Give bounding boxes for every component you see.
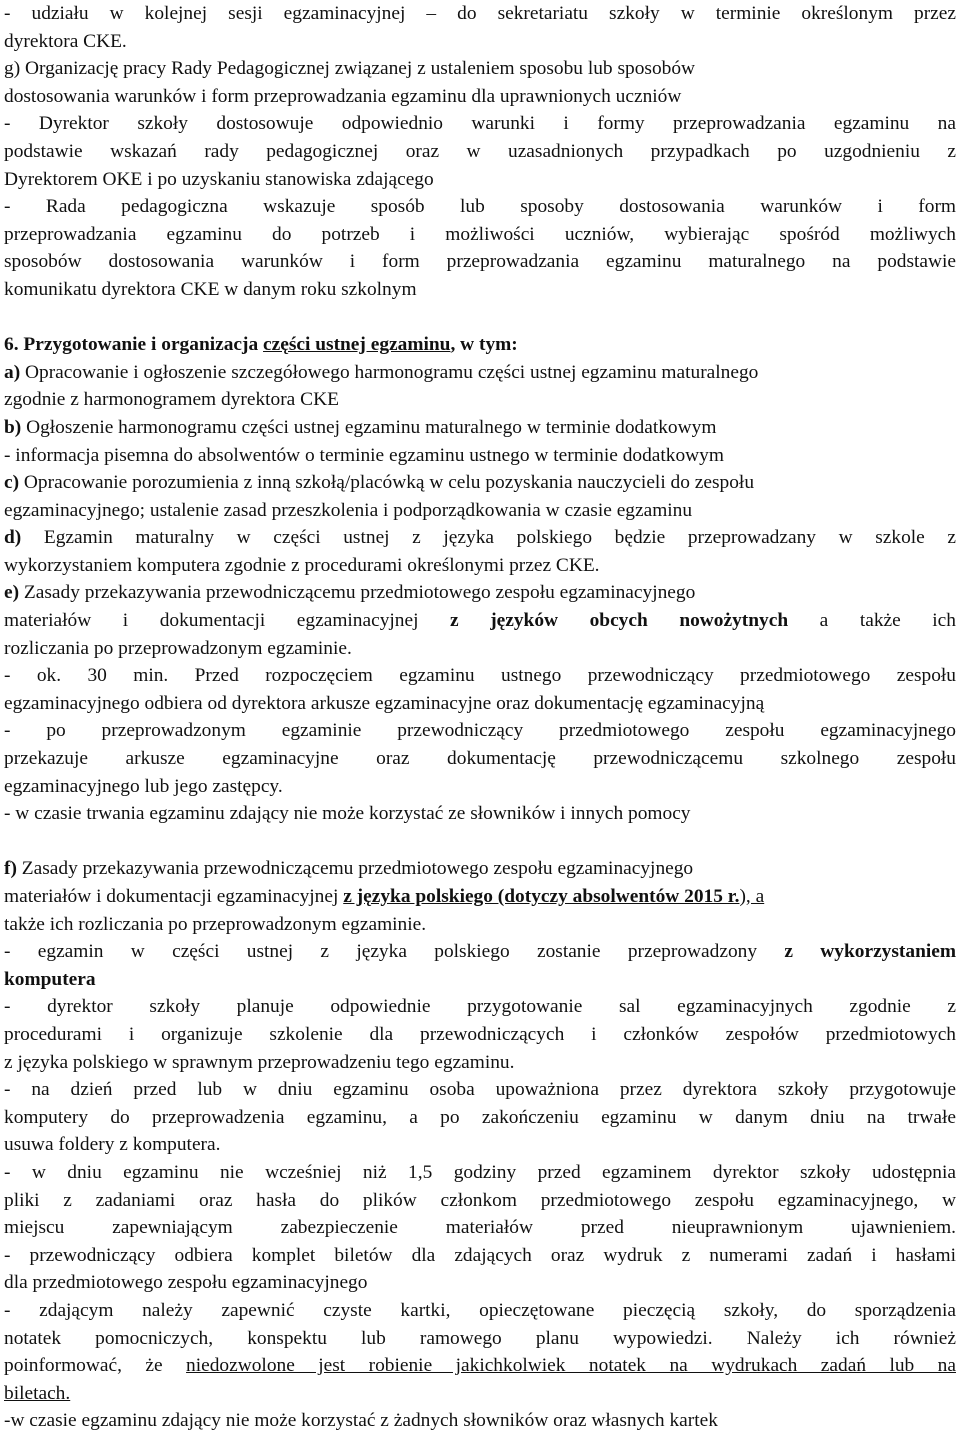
spacer xyxy=(4,828,956,856)
spacer xyxy=(4,304,956,332)
item-a: a) Opracowanie i ogłoszenie szczegółowego harmonogramu części ustnej egzaminu maturalnego xyxy=(4,361,759,383)
text-line: - zdającym należy zapewnić czyste kartki, opieczętowane pieczęcią szkoły, do sporządzenia xyxy=(4,1299,956,1321)
text-line: komunikatu dyrektora CKE w danym roku szkolnym xyxy=(4,278,417,300)
text-line: - w dniu egzaminu nie wcześniej niż 1,5 godziny przed egzaminem dyrektor szkoły udostępnia xyxy=(4,1161,956,1183)
text-line: zgodnie z harmonogramem dyrektora CKE xyxy=(4,389,339,411)
item-c: c) Opracowanie porozumienia z inną szkołą/placówką w celu pozyskania nauczycieli do zespołu xyxy=(4,472,755,494)
text-line: komputera xyxy=(4,968,96,990)
text-line: materiałów i dokumentacji egzaminacyjnej z języka polskiego (dotyczy absolwentów 2015 r.), a xyxy=(4,886,765,907)
text-line: biletach. xyxy=(4,1382,71,1404)
text-line: dyrektora CKE. xyxy=(4,30,127,52)
text-line: poinformować, że niedozwolone jest robienie jakichkolwiek notatek na wydrukach zadań lub na xyxy=(4,1355,956,1377)
text-line: pliki z zadaniami oraz hasła do plików członkom przedmiotowego zespołu egzaminacyjnego, w xyxy=(4,1189,956,1211)
item-f: f) Zasady przekazywania przewodniczącemu przedmiotowego zespołu egzaminacyjnego xyxy=(4,858,694,880)
text-line: egzaminacyjnego lub jego zastępcy. xyxy=(4,775,283,797)
item-d: d) Egzamin maturalny w części ustnej z języka polskiego będzie przeprowadzany w szkole z xyxy=(4,527,956,549)
text-line: rozliczania po przeprowadzonym egzaminie. xyxy=(4,637,352,659)
text-line: egzaminacyjnego odbiera od dyrektora arkusze egzaminacyjne oraz dokumentację egzaminacyjną xyxy=(4,692,765,714)
text-line: wykorzystaniem komputera zgodnie z procedurami określonymi przez CKE. xyxy=(4,554,600,576)
text-line: - informacja pisemna do absolwentów o terminie egzaminu ustnego w terminie dodatkowym xyxy=(4,444,724,466)
text-line: - ok. 30 min. Przed rozpoczęciem egzaminu ustnego przewodniczący przedmiotowego zespołu xyxy=(4,665,956,687)
text-line: komputery do przeprowadzenia egzaminu, a po zakończeniu egzaminu w danym dniu na trwałe xyxy=(4,1106,956,1128)
text-line: egzaminacyjnego; ustalenie zasad przeszkolenia i podporządkowania w czasie egzaminu xyxy=(4,499,693,521)
text-line: - przewodniczący odbiera komplet biletów dla zdających oraz wydruk z numerami zadań i hasłami xyxy=(4,1244,956,1266)
item-b: b) Ogłoszenie harmonogramu części ustnej egzaminu maturalnego w terminie dodatkowym xyxy=(4,416,717,438)
text-line: przeprowadzania egzaminu do potrzeb i możliwości uczniów, wybierając spośród możliwych xyxy=(4,223,956,245)
text-line: dostosowania warunków i form przeprowadzania egzaminu dla uprawnionych uczniów xyxy=(4,85,682,107)
text-line: Dyrektorem OKE i po uzyskaniu stanowiska zdającego xyxy=(4,168,434,190)
section-heading: 6. Przygotowanie i organizacja części ustnej egzaminu, w tym: xyxy=(4,334,518,356)
text-line: - dyrektor szkoły planuje odpowiednie przygotowanie sal egzaminacyjnych zgodnie z xyxy=(4,996,956,1018)
text-line: - Rada pedagogiczna wskazuje sposób lub sposoby dostosowania warunków i form xyxy=(4,196,956,218)
text-line: także ich rozliczania po przeprowadzonym egzaminie. xyxy=(4,913,427,935)
text-line: - po przeprowadzonym egzaminie przewodniczący przedmiotowego zespołu egzaminacyjnego xyxy=(4,720,956,742)
text-line: usuwa foldery z komputera. xyxy=(4,1134,221,1156)
text-line: - na dzień przed lub w dniu egzaminu osoba upoważniona przez dyrektora szkoły przygotowuje xyxy=(4,1079,956,1101)
section-g xyxy=(4,0,956,304)
text-line: g) Organizację pracy Rady Pedagogicznej związanej z ustaleniem sposobu lub sposobów xyxy=(4,58,696,80)
section-6 xyxy=(4,331,956,1435)
text-line: miejscu zapewniającym zabezpieczenie materiałów przed nieuprawnionym ujawnieniem. xyxy=(4,1217,956,1239)
text-line: przekazuje arkusze egzaminacyjne oraz dokumentację przewodniczącemu szkolnego zespołu xyxy=(4,748,956,770)
text-line: sposobów dostosowania warunków i form przeprowadzania egzaminu maturalnego na podstawie xyxy=(4,251,956,273)
text-line: - egzamin w części ustnej z języka polskiego zostanie przeprowadzony z wykorzystaniem xyxy=(4,941,956,963)
text-line: - Dyrektor szkoły dostosowuje odpowiednio warunki i formy przeprowadzania egzaminu na xyxy=(4,113,956,135)
text-line: z języka polskiego w sprawnym przeprowadzeniu tego egzaminu. xyxy=(4,1051,515,1073)
text-line: - w czasie trwania egzaminu zdający nie może korzystać ze słowników i innych pomocy xyxy=(4,803,691,825)
text-line: dla przedmiotowego zespołu egzaminacyjnego xyxy=(4,1272,368,1294)
text-line: -w czasie egzaminu zdający nie może korzystać z żadnych słowników oraz własnych kartek xyxy=(4,1410,718,1432)
item-e: e) Zasady przekazywania przewodniczącemu przedmiotowego zespołu egzaminacyjnego xyxy=(4,582,696,604)
text-line: - udziału w kolejnej sesji egzaminacyjnej – do sekretariatu szkoły w terminie określonym przez xyxy=(4,3,956,24)
text-line: notatek pomocniczych, konspektu lub ramowego planu wypowiedzi. Należy ich również xyxy=(4,1327,956,1349)
text-line: podstawie wskazań rady pedagogicznej oraz w uzasadnionych przypadkach po uzgodnieniu z xyxy=(4,140,956,162)
text-line: procedurami i organizuje szkolenie dla przewodniczących i członków zespołów przedmiotowych xyxy=(4,1023,956,1045)
text-line: materiałów i dokumentacji egzaminacyjnej z języków obcych nowożytnych a także ich xyxy=(4,610,956,632)
